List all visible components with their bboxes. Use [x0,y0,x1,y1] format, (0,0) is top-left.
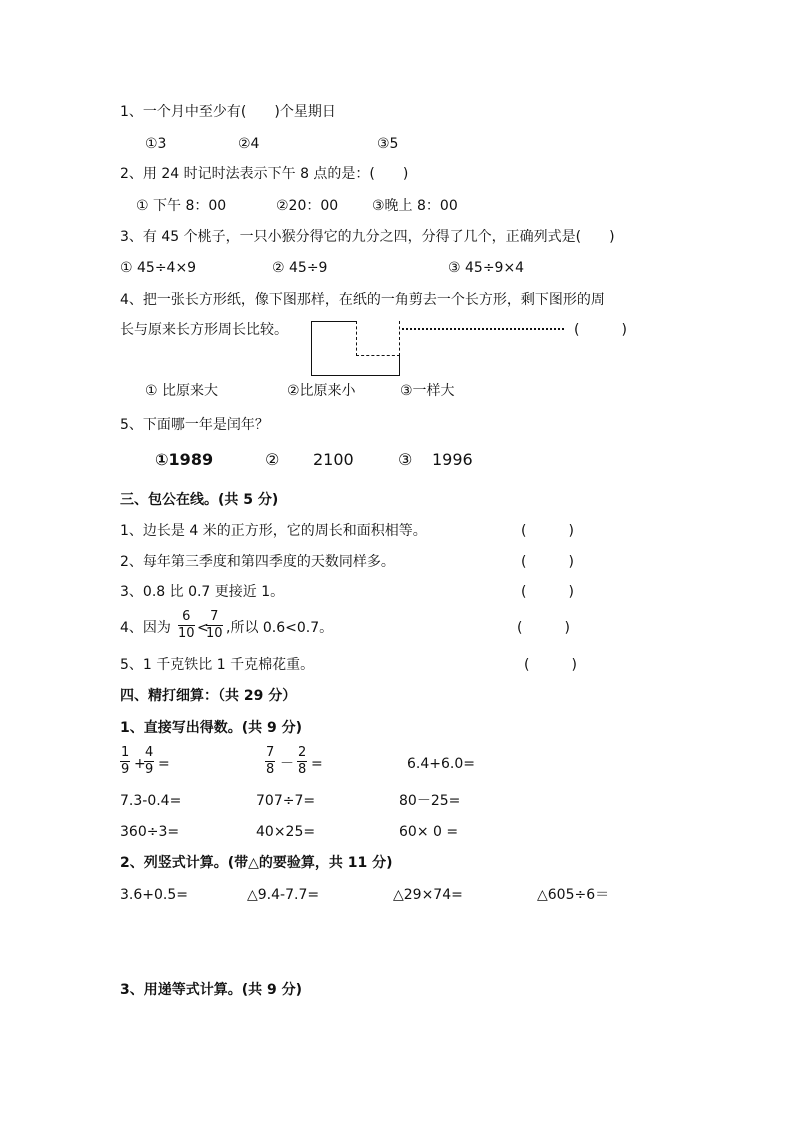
fraction-denominator: 8 [298,762,307,777]
cut-corner-rectangle [356,321,400,356]
question-2-option-3: ③晚上 8：00 [372,198,458,214]
question-5-option-3-marker: ③ [398,450,413,469]
calc-row3-2: 40×25= [256,824,316,840]
section-4-heading: 四、精打细算：（共 29 分） [120,688,297,704]
vertical-calc-3: △29×74= [393,887,463,903]
fraction-denominator: 9 [145,762,154,777]
question-1-text: 1、一个月中至少有( )个星期日 [120,104,336,120]
tf-item-3-text: 3、0.8 比 0.7 更接近 1。 [120,584,285,600]
question-5-option-1: ①1989 [155,450,214,469]
calc-1-equals: = [158,756,170,772]
calc-2-operator: － [280,756,294,772]
question-4-text-line2: 长与原来长方形周长比较。 [120,322,288,338]
question-4-option-2: ②比原来小 [287,383,356,399]
calc-1-fraction-a [120,745,130,778]
tf-item-2-paren: ( ) [521,554,574,570]
vertical-calc-1: 3.6+0.5= [120,887,188,903]
tf-item-4-less-than: < [197,620,209,636]
tf-item-4-paren: ( ) [517,620,570,636]
sub-2-heading: 2、列竖式计算。(带△的要验算，共 11 分) [120,855,393,871]
fraction-numerator: 4 [145,745,154,760]
vertical-calc-2: △9.4-7.7= [247,887,320,903]
calc-3: 6.4+6.0= [407,756,475,772]
fraction-numerator: 1 [121,745,130,760]
section-3-heading: 三、包公在线。(共 5 分) [120,492,279,508]
fraction-numerator: 7 [266,745,275,760]
tf-item-4-fraction-2 [206,609,223,642]
calc-2-fraction-b [297,745,307,778]
tf-item-3-paren: ( ) [521,584,574,600]
calc-row2-3: 80－25= [399,793,461,809]
question-3-option-3: ③ 45÷9×4 [448,260,525,276]
fraction-numerator: 6 [178,609,195,626]
question-1-option-2: ②4 [238,136,260,152]
tf-item-1-paren: ( ) [521,523,574,539]
fraction-denominator: 10 [206,626,223,641]
calc-row2-2: 707÷7= [256,793,316,809]
tf-item-5-text: 5、1 千克铁比 1 千克棉花重。 [120,657,315,673]
sub-1-heading: 1、直接写出得数。(共 9 分) [120,720,303,736]
calc-row2-1: 7.3-0.4= [120,793,182,809]
question-1-option-3: ③5 [377,136,399,152]
tf-item-4-suffix: ,所以 0.6<0.7。 [226,620,334,636]
fraction-denominator: 9 [121,762,130,777]
question-4-text-line1: 4、把一张长方形纸，像下图那样，在纸的一角剪去一个长方形，剩下图形的周 [120,292,605,308]
question-5-text: 5、下面哪一年是闰年？ [120,417,269,433]
question-2-option-1: ① 下午 8：00 [136,198,227,214]
fraction-numerator: 7 [206,609,223,626]
question-4-answer-paren: ( ) [574,322,627,338]
calc-row3-3: 60× 0 = [399,824,459,840]
question-4-option-3: ③一样大 [400,383,455,399]
tf-item-5-paren: ( ) [524,657,577,673]
calc-2-equals: = [311,756,323,772]
question-2-text: 2、用 24 时记时法表示下午 8 点的是：( ) [120,166,409,182]
question-5-option-2-value: 2100 [313,450,354,469]
vertical-calc-4: △605÷6＝ [537,887,610,903]
calc-1-operator: + [134,756,146,772]
question-5-option-2-marker: ② [265,450,280,469]
question-3-text: 3、有 45 个桃子，一只小猴分得它的九分之四，分得了几个，正确列式是( ) [120,229,615,245]
calc-2-fraction-a [265,745,275,778]
sub-3-heading: 3、用递等式计算。(共 9 分) [120,982,303,998]
tf-item-4-prefix: 4、因为 [120,620,171,636]
question-1-option-1: ①3 [145,136,167,152]
question-3-option-1: ① 45÷4×9 [120,260,197,276]
calc-row3-1: 360÷3= [120,824,180,840]
question-5-option-3-value: 1996 [432,450,473,469]
question-4-option-1: ① 比原来大 [145,383,219,399]
fraction-numerator: 2 [298,745,307,760]
tf-item-4-fraction-1 [178,609,195,642]
tf-item-1-text: 1、边长是 4 米的正方形，它的周长和面积相等。 [120,523,427,539]
question-2-option-2: ②20：00 [276,198,339,214]
tf-item-2-text: 2、每年第三季度和第四季度的天数同样多。 [120,554,395,570]
fraction-denominator: 10 [178,626,195,641]
question-3-option-2: ② 45÷9 [272,260,328,276]
dotted-leader-line [402,328,564,330]
fraction-denominator: 8 [266,762,275,777]
calc-1-fraction-b [144,745,154,778]
